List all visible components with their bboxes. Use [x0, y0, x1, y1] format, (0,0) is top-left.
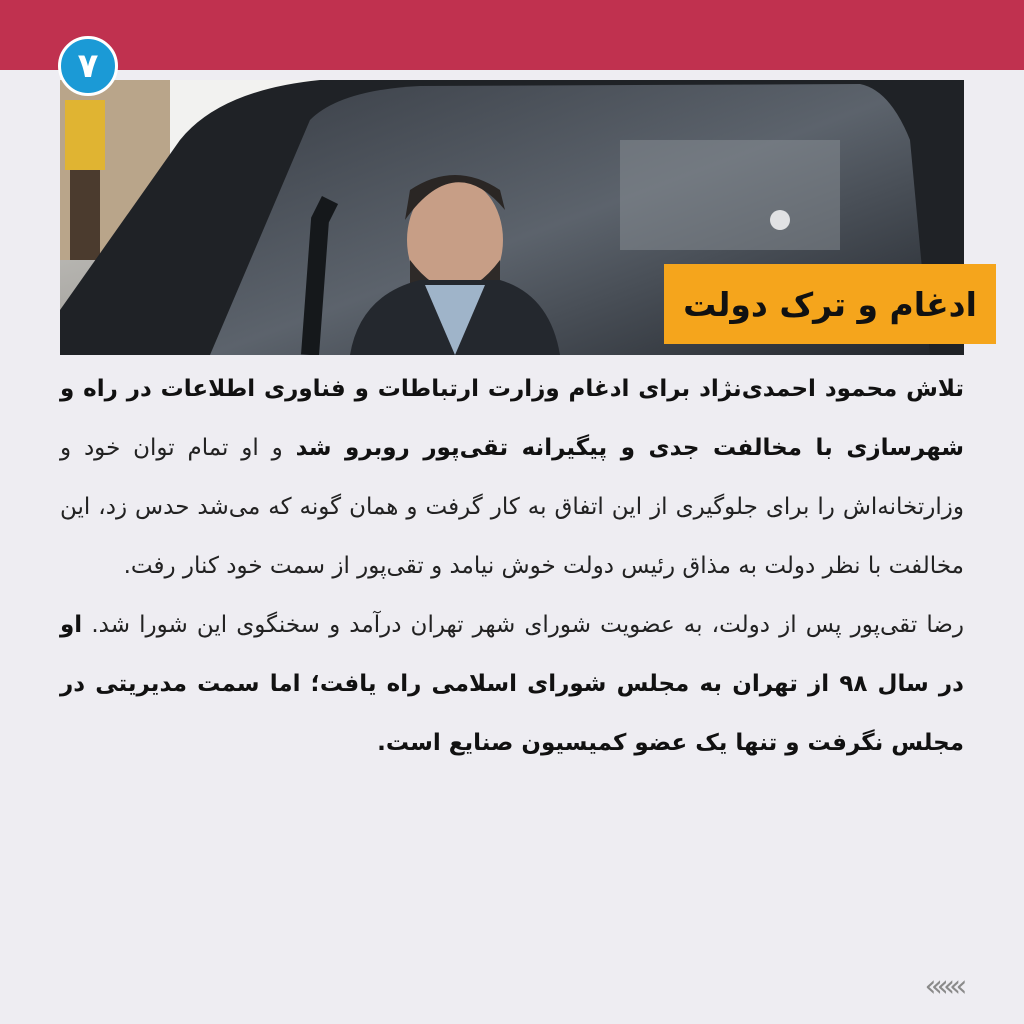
header-band [0, 0, 1024, 70]
section-title: ادغام و ترک دولت [683, 284, 977, 324]
paragraph-2-text: رضا تقی‌پور پس از دولت، به عضویت شورای شهر تهران درآمد و سخنگوی این شورا شد. [82, 612, 964, 638]
paragraph-2 [60, 596, 964, 773]
page-number-badge [58, 36, 118, 96]
page-number: ۷ [77, 46, 99, 86]
paragraph-1-text: و او تمام توان خود و وزارتخانه‌اش را برای جلوگیری از این اتفاق به کار گرفت و همان گونه که می‌شد حدس زد، این مخالفت با نظر دولت به مذاق رئیس دولت خوش نیامد و تقی‌پور از سمت خود کنار رفت. [60, 435, 964, 579]
next-page-button[interactable] [920, 966, 966, 1006]
section-title-box [664, 264, 996, 344]
paragraph-2-bold: او در سال ۹۸ از تهران به مجلس شورای اسلامی راه یافت؛ اما سمت مدیریتی در مجلس نگرفت و تنها یک عضو کمیسیون صنایع است. [60, 612, 964, 756]
article-body [60, 360, 964, 773]
chevron-triple-left-icon: ««« [924, 968, 962, 1004]
paragraph-1-bold: تلاش محمود احمدی‌نژاد برای ادغام وزارت ارتباطات و فناوری اطلاعات در راه و شهرسازی با مخالفت جدی و پیگیرانه تقی‌پور روبرو شد [60, 376, 965, 461]
paragraph-1 [60, 360, 964, 596]
